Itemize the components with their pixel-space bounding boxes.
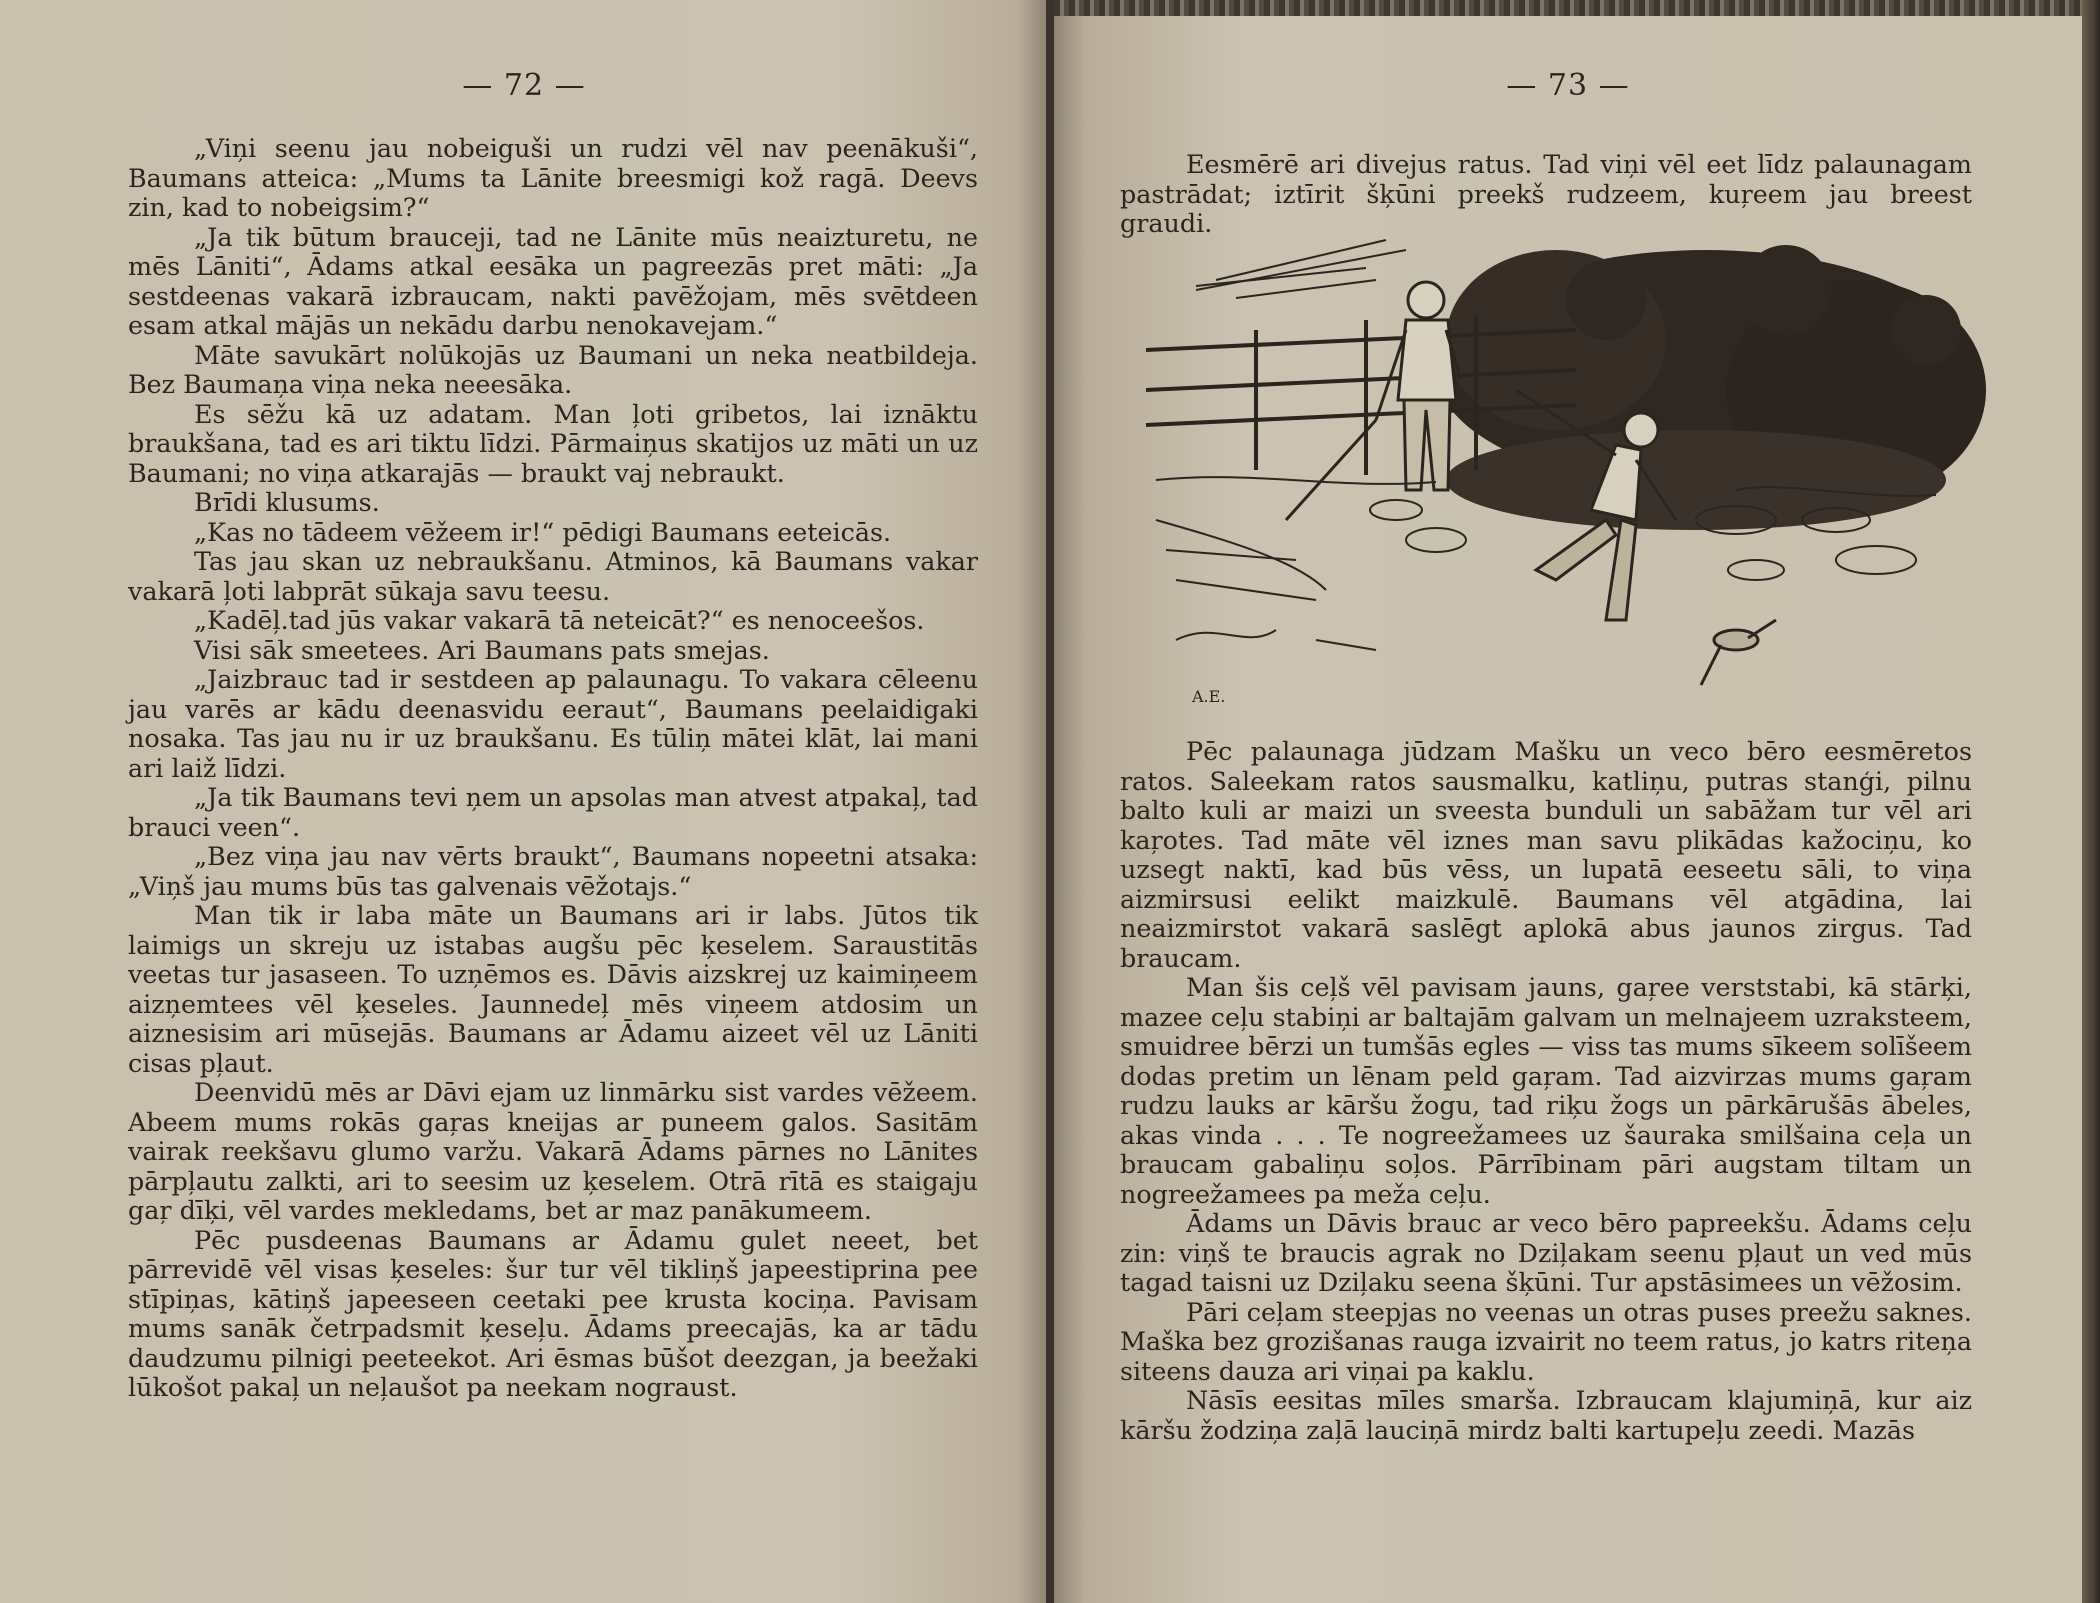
sky-lines [1196,240,1406,298]
paragraph: „Viņi seenu jau nobeiguši un rudzi vēl nav peenākuši“, Baumans atteica: „Mums ta Lānite breesmigi kož ragā. Deevs zin, kad to nobeigsim?“ [128,133,978,222]
paragraph: Brīdi klusums. [194,487,380,517]
paragraph: Tas jau skan uz nebraukšanu. Atminos, kā Baumans vakar vakarā ļoti labprāt sūkaja savu teesu. [128,546,978,606]
paragraph: „Kas no tādeem vēžeem ir!“ pēdigi Baumans eeteicās. [194,516,892,547]
paragraph: „Kadēļ.tad jūs vakar vakarā tā neteicāt?“ es nenoceešos. [194,605,925,635]
page-number-right: — 73 — [1506,68,1630,103]
artist-monogram: A.E. [1192,687,1226,706]
right-page-bottom-text [1120,737,1972,1445]
paragraph: Eesmērē ari divejus ratus. Tad viņi vēl eet līdz palaunagam pastrādat; iztīrit šķūni preekš rudzeem, kuŗeem jau breest graudi. [1120,149,1972,238]
paragraph: Nāsīs eesitas mīles smarša. Izbraucam klajumiņā, kur aiz kāršu žodziņa zaļā lauciņā mirdz balti kartupeļu zeedi. Mazās [1120,1385,1972,1445]
paragraph: Pēc palaunaga jūdzam Mašku un veco bēro eesmēretos ratos. Saleekam ratos sausmalku, katliņu, putras stanģi, pilnu balto kuli ar maizi un sveesta bunduli un sabāžam tur vēl ari kaŗotes. Tad māte vēl iznes man savu plikādas kažociņu, ko uzsegt naktī, kad būs vēss, un lupatā eeseetu sāli, to viņa aizmirsusi eelikt maizkulē. Baumans vēl atgādina, lai neaizmirstot vakarā saslēgt aplokā abus jaunos zirgus. Tad braucam. [1120,736,1972,973]
paragraph: Pāri ceļam steepjas no veenas un otras puses preežu saknes. Maška bez grozišanas rauga izvairit no teem ratus, jo katrs riteņa siteens dauza ari viņai pa kaklu. [1120,1296,1972,1386]
paragraph: Ādams un Dāvis brauc ar veco bēro papreekšu. Ādams ceļu zin: viņš te braucis agrak no Dziļakam seenu pļaut un ved mūs tagad taisni uz Dziļaku seena šķūni. Tur apstāsimees un vēžosim. [1120,1208,1972,1297]
left-page [0,0,1048,1603]
book-right-edge [2082,0,2100,1603]
farm-scene-illustration [1136,220,1996,720]
paragraph: Deenvidū mēs ar Dāvi ejam uz linmārku sist vardes vēžeem. Abeem mums rokās gaŗas kneijas ar puneem galos. Sasitām vairak reekšavu glumo varžu. Vakarā Ādams pārnes no Lānites pārpļautu zalkti, ari to seesim uz ķeselem. Otrā rītā es staigaju gaŗ dīķi, vēl vardes mekledams, bet ar maz panākumeem. [128,1077,978,1225]
paragraph: Māte savukārt nolūkojās uz Baumani un neka neatbildeja. Bez Baumaņa viņa neka neeesāka. [128,339,978,399]
paragraph: Man tik ir laba māte un Baumans ari ir labs. Jūtos tik laimigs un skreju uz istabas augšu pēc ķeselem. Saraustitās veetas tur jasaseen. To uzņēmos es. Dāvis aizskrej uz kaimiņeem aizņemtees vēl ķeseles. Jaunnedeļ mēs viņeem atdosim un aiznesisim ari mūsejās. Baumans ar Ādamu aizeet vēl uz Lāniti cisas pļaut. [128,900,978,1078]
paragraph: „Ja tik Baumans tevi ņem un apsolas man atvest atpakaļ, tad brauci veen“. [128,782,978,842]
paragraph: Visi sāk smeetees. Ari Baumans pats smejas. [194,634,770,665]
illustration-drawing [1136,220,1996,720]
page-number-left: — 72 — [462,68,586,103]
paragraph: Es sēžu kā uz adatam. Man ļoti gribetos, lai iznāktu braukšana, tad es ari tiktu līdzi. Pārmaiņus skatijos uz māti un uz Baumani; no viņa atkarajās — braukt vaj nebraukt. [128,398,978,488]
scan-top-edge [1054,0,2082,16]
paragraph: Man šis ceļš vēl pavisam jauns, gaŗee verststabi, kā stārķi, mazee ceļu stabiņi ar baltajām galvam un melnajeem uzraksteem, smuidree bērzi un tumšās egles — viss tas mums sīkeem solīšeem dodas pretim un lēnam peld gaŗam. Tad aizvirzas mums gaŗam rudzu lauks ar kāršu žogu, tad riķu žogs un pārkārušās ābeles, akas vinda . . . Te nogreežamees uz šauraka smilšaina ceļa un braucam gabaliņu soļos. Pārrībinam pāri augstam tiltam un nogreežamees pa meža ceļu. [1120,972,1972,1209]
bush-mass [1436,245,1986,530]
right-page [1054,0,2082,1603]
paragraph: „Bez viņa jau nav vērts braukt“, Baumans nopeetni atsaka: „Viņš jau mums būs tas galvenais vēžotajs.“ [128,841,978,901]
paragraph: „Ja tik būtum brauceji, tad ne Lānite mūs neaizturetu, ne mēs Lāniti“, Ādams atkal eesāka un pagreezās pret māti: „Ja sestdeenas vakarā izbraucam, nakti pavēžojam, mēs svētdeen esam atkal mājās un nekādu darbu nenokavejam.“ [128,221,978,340]
frog [1701,620,1776,685]
paragraph: „Jaizbrauc tad ir sestdeen ap palaunagu. To vakara cēleenu jau varēs ar kādu deenasvidu eeraut“, Baumans peelaidigaki nosaka. Tas jau nu ir uz braukšanu. Es tūliņ mātei klāt, lai mani ari laiž līdzi. [128,664,978,783]
left-page-text [128,134,978,1403]
paragraph: Pēc pusdeenas Baumans ar Ādamu gulet neeet, bet pārrevidē vēl visas ķeseles: šur tur vēl tikliņš japeestiprina pee stīpiņas, kātiņš japeeseen ceetaki pee krusta kociņa. Pavisam mums sanāk četrpadsmit ķeseļu. Ādams preecajās, ka ar tādu daudzumu pilnigi peeteekot. Ari ēsmas būšot deezgan, ja beežaki lūkošot pakaļ un neļaušot pa neekam nograust. [128,1224,978,1402]
